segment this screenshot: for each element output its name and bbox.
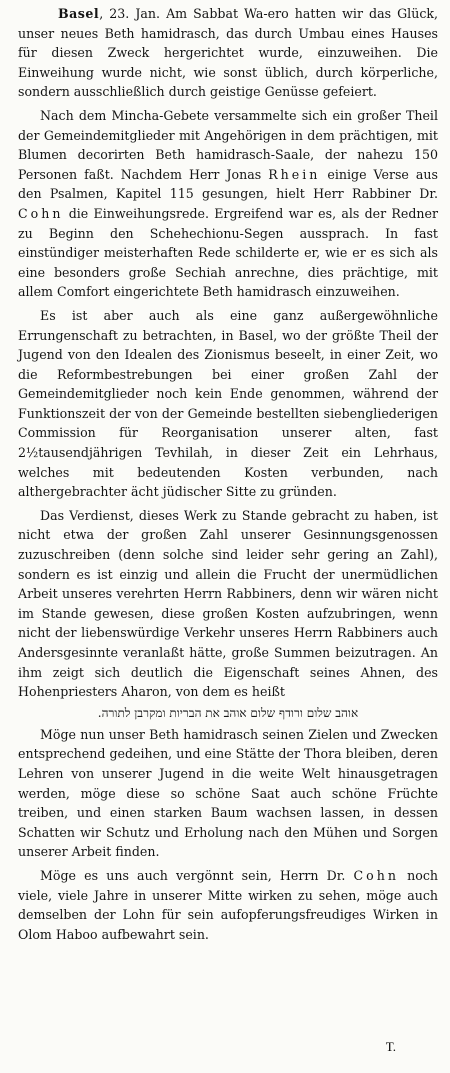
paragraph-5: Möge nun unser Beth hamidrasch seinen Zielen und Zwecken entsprechend gedeihen, und eine Stätte der Thora bleiben, deren Lehren von unserer Jugend in die weite Welt hinausgetragen werden, möge diese so schöne Saat auch schöne Früchte treiben, und einen starken Baum wachsen lassen, in dessen Schatten wir Schutz und Erholung nach den Mühen und Sorgen unserer Arbeit finden.: [18, 726, 438, 860]
paragraph-2-text-a: Nach dem Mincha-Gebete versammelte sich ein großer Theil der Gemeindemitglieder mit Angehörigen in dem prächtigen, mit Blumen decorirten Beth hamidrasch-Saale, der nahezu 150 Personen faßt. Nachdem Herr Jonas: [18, 107, 438, 182]
paragraph-6-text-b: noch viele, viele Jahre in unserer Mitte wirken zu sehen, möge auch demselben der Lohn für sein aufopferungsfreudiges Wirken in Olom Haboo aufbewahrt sein.: [18, 867, 438, 942]
dateline-place: Basel: [58, 6, 100, 21]
paragraph-1: [18, 4, 438, 102]
paragraph-2: [18, 106, 438, 302]
paragraph-2-text-b: einige Verse aus den Psalmen, Kapitel 115 gesungen, hielt Herr Rabbiner Dr.: [18, 166, 438, 202]
paragraph-6-text-a: Möge es uns auch vergönnt sein, Herrn Dr.: [40, 867, 354, 883]
signature: T.: [385, 1039, 396, 1054]
paragraph-2-text-c: die Einweihungsrede. Ergreifend war es, als der Redner zu Beginn den Schehechionu-Segen aussprach. In fast einstündiger meisterhaften Rede schilderte er, wie er es sich als eine besonders große Sechiah anrechne, dies prächtige, mit allem Comfort eingerichtete Beth hamidrasch einzuweihen.: [18, 205, 438, 300]
hebrew-quote: אוהב שלום ורודף שלום אוהב את הבריות ומקרבן לתורה.: [97, 705, 359, 720]
paragraph-4: Das Verdienst, dieses Werk zu Stande gebracht zu haben, ist nicht etwa der großen Zahl unserer Gesinnungsgenossen zuzuschreiben (denn solche sind leider sehr gering an Zahl), sondern es ist einzig und allein die Frucht der unermüdlichen Arbeit unseres verehrten Herrn Rabbiners, denn wir wären nicht im Stande gewesen, diese großen Kosten aufzubringen, wenn nicht der liebenswürdige Verkehr unseres Herrn Rabbiners auch Andersgesinnte veranlaßt hätte, große Summen beizutragen. An ihm zeigt sich deutlich die Eigenschaft seines Ahnen, des Hohenpriesters Aharon, von dem es heißt: [18, 507, 438, 700]
name-cohn: Cohn: [18, 205, 64, 221]
dateline-date: , 23. Jan.: [99, 6, 161, 21]
paragraph-6: [18, 866, 438, 944]
paragraph-1-text: Am Sabbat Wa-ero hatten wir das Glück, unser neues Beth hamidrasch, das durch Umbau eines Hauses für diesen Zweck hergerichtet wurde, einzuweihen. Die Einweihung wurde nicht, wie sonst üblich, durch körperliche, sondern ausschließlich durch geistige Genüsse gefeiert.: [18, 6, 439, 100]
name-rhein: Rhein: [268, 166, 321, 182]
name-cohn-2: Cohn: [353, 867, 399, 883]
paragraph-3: Es ist aber auch als eine ganz außergewöhnliche Errungenschaft zu betrachten, in Basel, wo der größte Theil der Jugend von den Idealen des Zionismus beseelt, in einer Zeit, wo die Reformbestrebungen bei einer großen Zahl der Gemeindemitglieder noch kein Ende genommen, während der Funktionszeit der von der Gemeinde bestellten siebengliederigen Commission für Reorganisation unserer alten, fast 2½tausendjährigen Tevhilah, in dieser Zeit ein Lehrhaus, welches mit bedeutenden Kosten verbunden, nach althergebrachter ächt jüdischer Sitte zu gründen.: [18, 307, 438, 500]
